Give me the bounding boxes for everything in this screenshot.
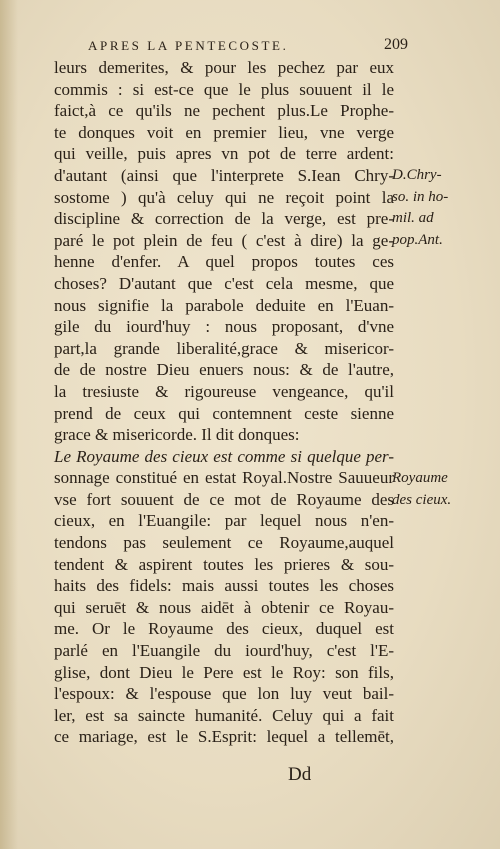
text-line: cieux, en l'Euangile: par lequel nous n'en- — [54, 511, 394, 531]
running-head: APRES LA PENTECOSTE. — [88, 38, 289, 53]
text-line: ler, est sa saincte humanité. Celuy qui a fait — [54, 705, 394, 725]
text-line: sostome ) qu'à celuy qui ne reçoit point la — [54, 187, 394, 207]
text-line: faict,à ce qu'ils ne pechent plus.Le Prophe- — [54, 101, 394, 121]
text-line: parlé en l'Euangile du iourd'huy, c'est l'E- — [54, 641, 394, 661]
page-header — [88, 38, 408, 58]
page-number: 209 — [384, 36, 408, 53]
margin-note-line: D.Chry- — [392, 167, 442, 183]
body-text — [54, 57, 394, 748]
text-line: prend de ceux qui contemnent ceste sienne — [54, 403, 394, 423]
margin-note-line: des cieux. — [392, 491, 452, 508]
margin-note-line: Royaume — [392, 470, 448, 486]
signature-mark: Dd — [288, 764, 312, 785]
text-line: ce mariage, est le S.Esprit: lequel a tellemēt, — [54, 727, 394, 747]
margin-note-line: so. in ho- — [392, 188, 449, 205]
text-line: part,la grande liberalité,grace & misericor- — [54, 338, 394, 358]
text-line: d'autant (ainsi que l'interprete S.Iean Chry- — [54, 165, 394, 185]
text-line: te donques voit en premier lieu, vne verge — [54, 122, 394, 142]
text-line: tendent & aspirent toutes les prieres & sou- — [54, 554, 394, 574]
text-line: sonnage constitué en estat Royal.Nostre Sauueur — [54, 468, 394, 488]
text-line: l'espoux: & l'espouse que lon luy veut bail- — [54, 684, 394, 704]
text-line: nous signifie la parabole deduite en l'Euan- — [54, 295, 394, 315]
text-line: commis : si est-ce que le plus souuent il le — [54, 79, 394, 99]
page-gutter-shadow — [0, 0, 18, 849]
text-line: qui seruēt & nous aidēt à obtenir ce Royau- — [54, 597, 394, 617]
text-line: de de nostre Dieu enuers nous: & de l'autre, — [54, 360, 394, 380]
text-line: vse fort souuent de ce mot de Royaume des — [54, 489, 394, 509]
margin-note-royaume — [392, 468, 451, 511]
text-line: henne d'enfer. A quel propos toutes ces — [54, 252, 394, 272]
text-line: haits des fidels: mais aussi toutes les choses — [54, 576, 394, 596]
quoted-verse-line: Le Royaume des cieux est comme si quelque per- — [54, 446, 394, 466]
text-line: tendons pas seulement ce Royaume,auquel — [54, 533, 394, 553]
text-line: gile du iourd'huy : nous proposant, d'vne — [54, 317, 394, 337]
text-line: grace & misericorde. Il dit donques: — [54, 425, 300, 445]
text-line: leurs demerites, & pour les pechez par eux — [54, 58, 394, 77]
margin-note-line: pop.Ant. — [392, 231, 443, 248]
text-line: la tresiuste & rigoureuse vengeance, qu'il — [54, 381, 394, 401]
text-line: qui veille, puis apres vn pot de terre ardent: — [54, 144, 394, 164]
text-line: glise, dont Dieu le Pere est le Roy: son fils, — [54, 662, 394, 682]
margin-note-line: mil. ad — [392, 210, 434, 227]
text-line: discipline & correction de la verge, est pre- — [54, 209, 394, 229]
text-line: me. Or le Royaume des cieux, duquel est — [54, 619, 394, 639]
margin-note-chrysostom — [392, 165, 448, 251]
text-line: choses? D'autant que c'est cela mesme, que — [54, 273, 394, 293]
text-line: paré le pot plein de feu ( c'est à dire) la ge- — [54, 230, 394, 250]
